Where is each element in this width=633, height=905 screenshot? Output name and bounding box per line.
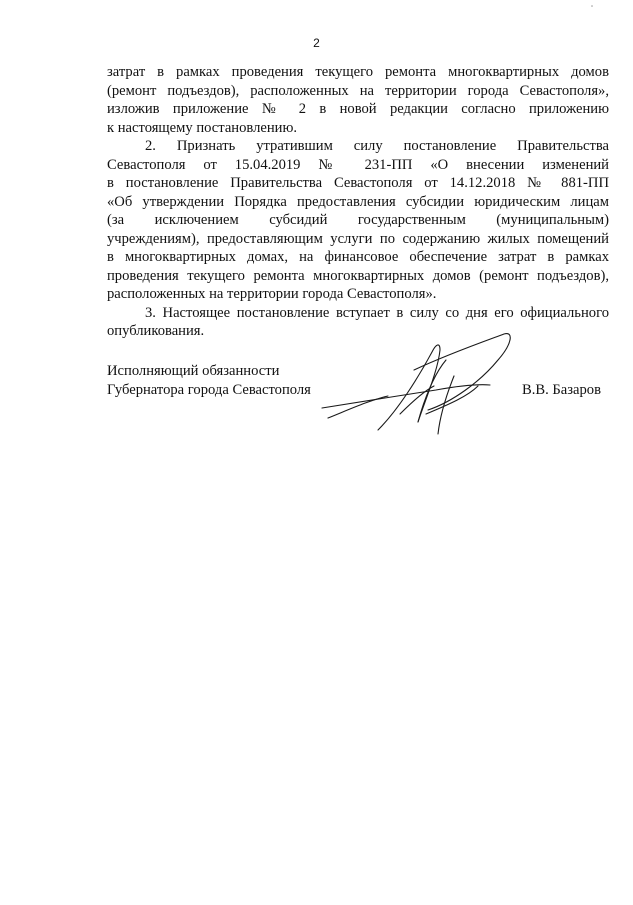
text-line: изложив приложение № 2 в новой редакции согласно приложению <box>107 101 609 117</box>
text-line: 2. Признать утратившим силу постановление Правительства <box>145 138 609 154</box>
text-line: Севастополя от 15.04.2019 № 231-ПП «О внесении изменений <box>107 156 609 173</box>
text-line: 3. Настоящее постановление вступает в силу со дня его официального <box>145 304 609 321</box>
text-line: (за исключением субсидий государственным (муниципальным) <box>107 212 609 228</box>
text-line: проведения текущего ремонта многоквартирных домов (ремонт подъездов), <box>107 267 609 284</box>
text-line: затрат в рамках проведения текущего ремонта многоквартирных домов <box>107 64 609 80</box>
text-line: «Об утверждении Порядка предоставления субсидии юридическим лицам <box>107 193 609 210</box>
paragraph-continuation <box>107 63 609 137</box>
text-line: учреждениям), предоставляющим услуги по содержанию жилых помещений <box>107 230 609 247</box>
text-line: (ремонт подъездов), расположенных на территории города Севастополя», <box>107 82 609 99</box>
scan-mark-icon <box>588 2 596 10</box>
text-line: расположенных на территории города Севастополя». <box>107 286 437 302</box>
signer-position-line-2: Губернатора города Севастополя <box>107 382 311 398</box>
text-line: в многоквартирных домах, на финансовое обеспечение затрат в рамках <box>107 249 609 265</box>
handwritten-signature <box>318 330 518 440</box>
document-body <box>107 63 609 341</box>
signer-position <box>107 362 311 400</box>
text-line: в постановление Правительства Севастополя от 14.12.2018 № 881-ПП <box>107 175 609 191</box>
paragraph-2 <box>107 137 609 304</box>
page-number: 2 <box>313 36 320 50</box>
signer-position-line-1: Исполняющий обязанности <box>107 363 280 379</box>
text-line: опубликования. <box>107 323 205 339</box>
signer-name: В.В. Базаров <box>522 382 601 398</box>
text-line: к настоящему постановлению. <box>107 119 298 136</box>
